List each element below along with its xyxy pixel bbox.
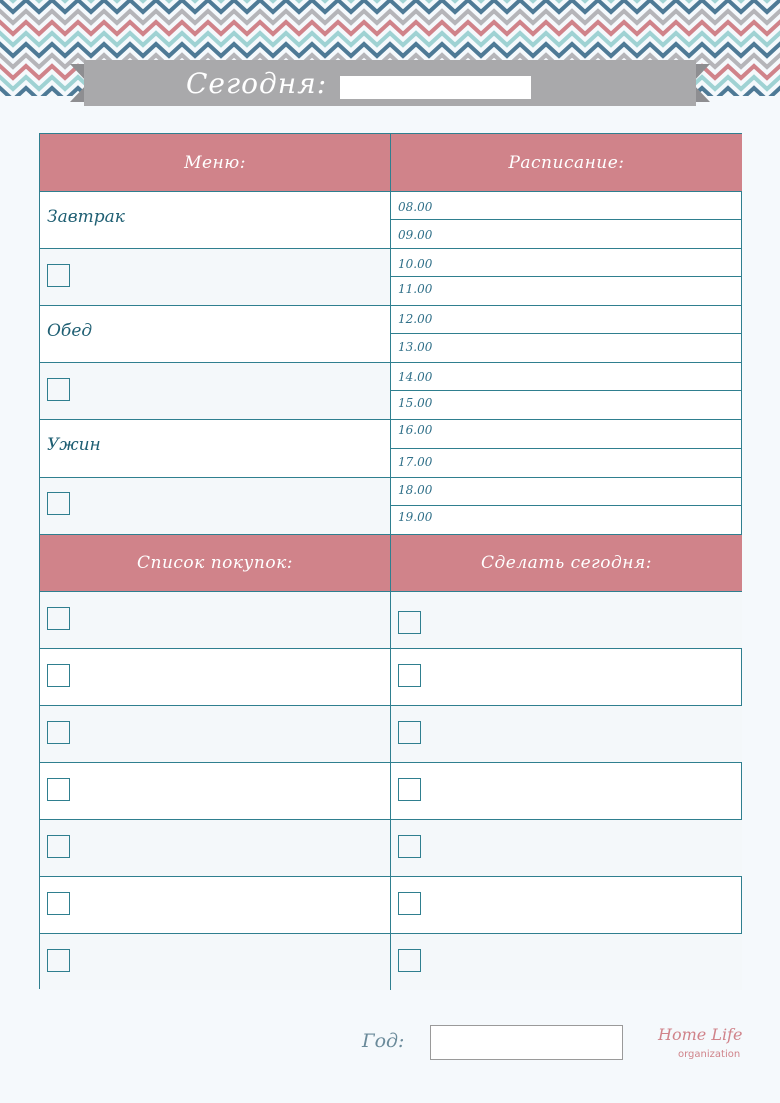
shopping-header: Список покупок: (40, 534, 390, 591)
row-line (40, 419, 742, 420)
row-line (40, 819, 742, 820)
logo-title: Home Life (658, 1025, 743, 1044)
menu-breakfast-checkbox[interactable] (47, 264, 70, 287)
schedule-line (390, 390, 742, 391)
menu-row-tint (40, 477, 390, 534)
menu-row-tint (40, 362, 390, 419)
meal-lunch-label: Обед (47, 321, 93, 341)
planner-table (39, 133, 742, 989)
row-line (40, 248, 742, 249)
todo-item-checkbox[interactable] (398, 664, 421, 687)
todo-header: Сделать сегодня: (391, 534, 742, 591)
schedule-time: 11.00 (398, 282, 433, 296)
schedule-time: 15.00 (398, 396, 433, 410)
row-line (40, 534, 742, 535)
list-row-tint (40, 705, 742, 762)
row-line (40, 933, 742, 934)
year-field[interactable] (430, 1025, 623, 1060)
todo-item-checkbox[interactable] (398, 892, 421, 915)
row-line (40, 477, 742, 478)
row-line (40, 362, 742, 363)
row-line (40, 762, 742, 763)
schedule-line (390, 505, 742, 506)
schedule-time: 17.00 (398, 455, 433, 469)
row-line (40, 305, 742, 306)
schedule-line (390, 448, 742, 449)
menu-dinner-checkbox[interactable] (47, 492, 70, 515)
meal-breakfast-label: Завтрак (47, 207, 125, 227)
menu-row-tint (40, 248, 390, 305)
shopping-item-checkbox[interactable] (47, 607, 70, 630)
schedule-line (390, 276, 742, 277)
shopping-item-checkbox[interactable] (47, 778, 70, 801)
shopping-item-checkbox[interactable] (47, 721, 70, 744)
schedule-line (390, 219, 742, 220)
schedule-time: 18.00 (398, 483, 433, 497)
row-line (40, 591, 742, 592)
list-row-tint (40, 933, 742, 990)
year-label: Год: (362, 1030, 405, 1052)
shopping-item-checkbox[interactable] (47, 949, 70, 972)
schedule-time: 16.00 (398, 423, 433, 437)
schedule-time: 19.00 (398, 510, 433, 524)
row-line (40, 876, 742, 877)
list-row-tint (40, 819, 742, 876)
schedule-time: 14.00 (398, 370, 433, 384)
menu-lunch-checkbox[interactable] (47, 378, 70, 401)
schedule-time: 08.00 (398, 200, 433, 214)
menu-header: Меню: (40, 134, 390, 191)
schedule-time: 09.00 (398, 228, 433, 242)
shopping-item-checkbox[interactable] (47, 664, 70, 687)
todo-item-checkbox[interactable] (398, 835, 421, 858)
column-divider (390, 134, 391, 990)
meal-dinner-label: Ужин (47, 435, 101, 455)
schedule-header: Расписание: (391, 134, 742, 191)
todo-item-checkbox[interactable] (398, 949, 421, 972)
shopping-item-checkbox[interactable] (47, 892, 70, 915)
page-title: Сегодня: (186, 67, 328, 100)
todo-item-checkbox[interactable] (398, 611, 421, 634)
schedule-time: 12.00 (398, 312, 433, 326)
schedule-line (390, 333, 742, 334)
todo-item-checkbox[interactable] (398, 778, 421, 801)
schedule-time: 10.00 (398, 257, 433, 271)
schedule-time: 13.00 (398, 340, 433, 354)
row-line (40, 191, 742, 192)
row-line (40, 648, 742, 649)
date-field[interactable] (340, 76, 531, 99)
list-row-tint (40, 591, 742, 648)
logo-subtitle: organization (678, 1049, 741, 1060)
shopping-item-checkbox[interactable] (47, 835, 70, 858)
todo-item-checkbox[interactable] (398, 721, 421, 744)
row-line (40, 705, 742, 706)
